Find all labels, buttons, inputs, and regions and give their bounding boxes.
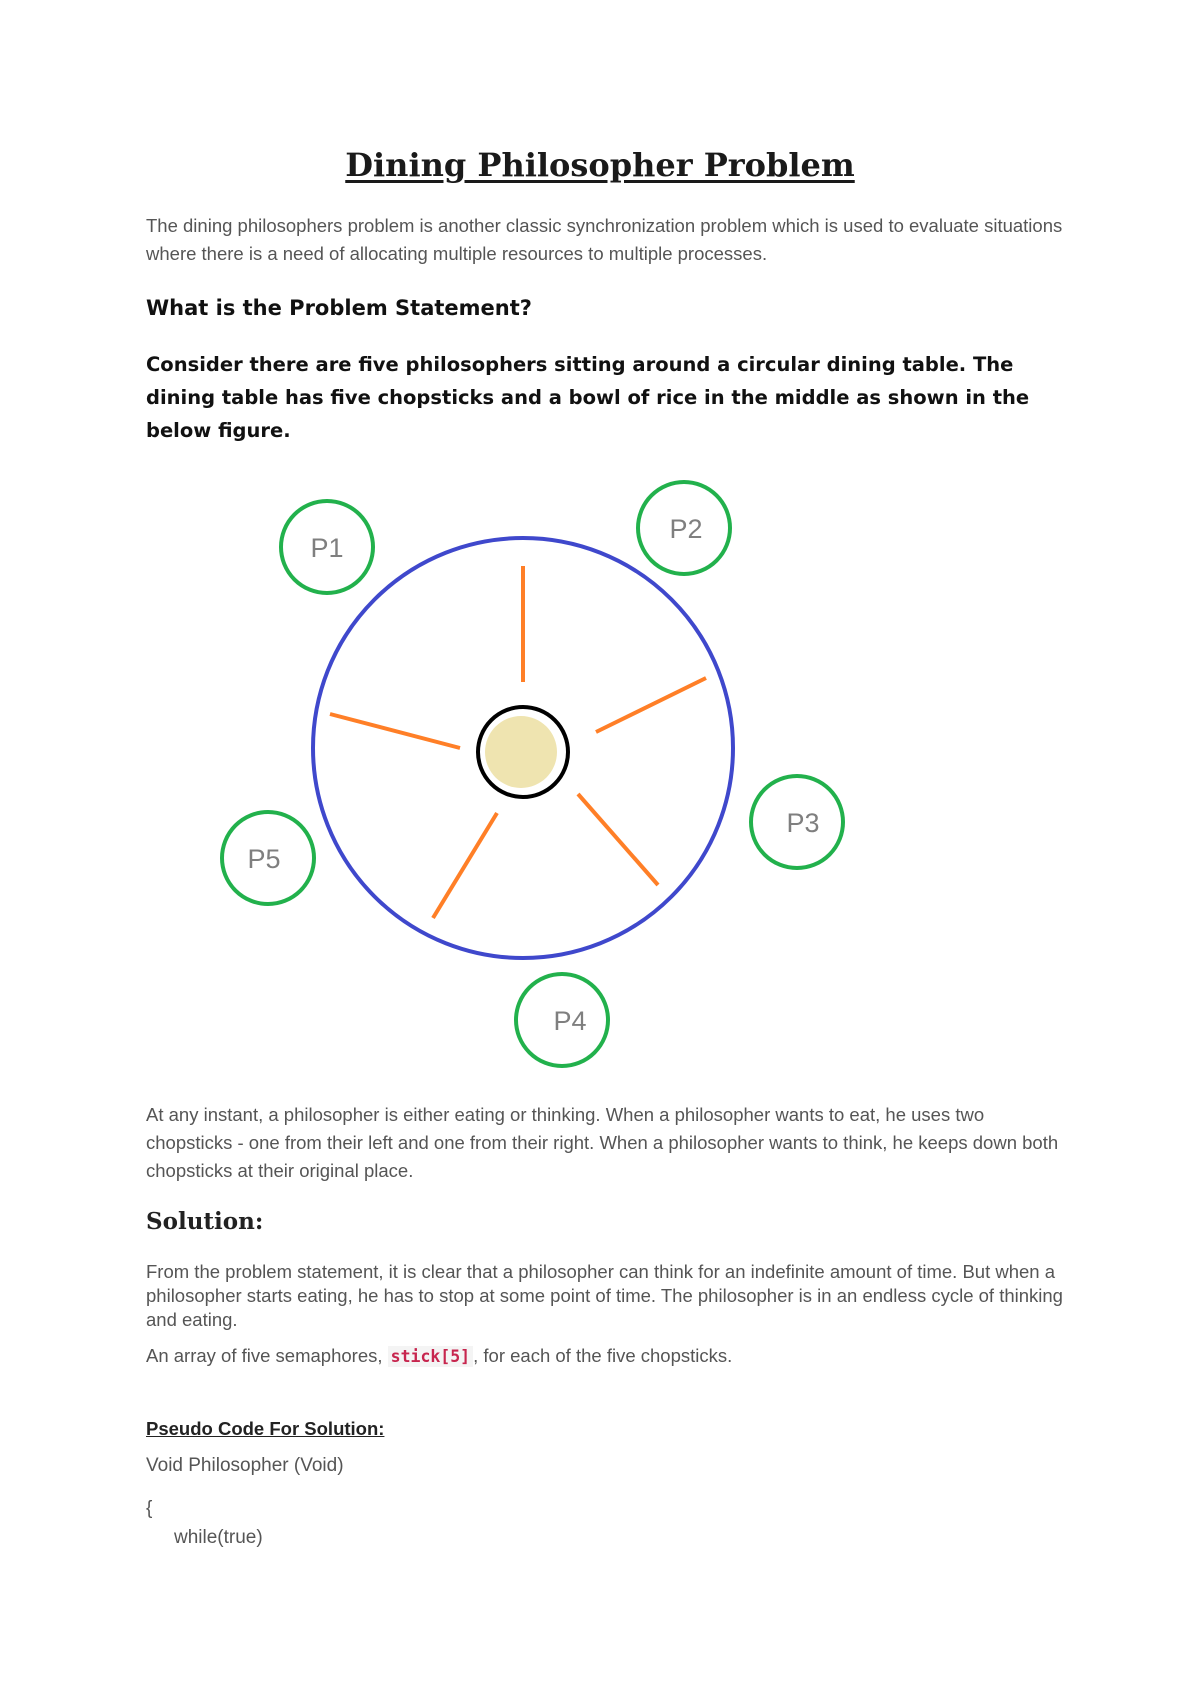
pseudo-code-heading: Pseudo Code For Solution: bbox=[146, 1418, 385, 1439]
problem-statement: Consider there are five philosophers sitting around a circular dining table. The dining table has five chopsticks and a bowl of rice in the middle as shown in the below figure. bbox=[146, 353, 1030, 442]
problem-heading: What is the Problem Statement? bbox=[146, 296, 532, 320]
chopstick-4 bbox=[433, 813, 497, 918]
chopstick-3 bbox=[578, 794, 658, 885]
semaphore-text-before: An array of five semaphores, bbox=[146, 1345, 388, 1366]
code-line-2: { bbox=[146, 1498, 153, 1519]
semaphore-code: stick[5] bbox=[388, 1346, 473, 1367]
philosopher-label: P1 bbox=[310, 533, 344, 563]
philosopher-p4 bbox=[516, 974, 608, 1066]
code-line-3: while(true) bbox=[174, 1527, 263, 1548]
philosopher-p1 bbox=[281, 501, 373, 593]
chopstick-5 bbox=[330, 714, 460, 748]
dining-table-diagram bbox=[0, 440, 1200, 1080]
philosopher-label: P4 bbox=[553, 1006, 587, 1036]
philosopher-p2 bbox=[638, 482, 730, 574]
semaphore-text-after: , for each of the five chopsticks. bbox=[473, 1345, 733, 1366]
philosopher-label: P5 bbox=[247, 844, 281, 874]
philosopher-p5 bbox=[222, 812, 314, 904]
page-title: Dining Philosopher Problem bbox=[345, 146, 855, 184]
semaphore-line bbox=[146, 1342, 1066, 1371]
intro-paragraph: The dining philosophers problem is another classic synchronization problem which is used to evaluate situations where there is a need of allocating multiple resources to multiple processes. bbox=[146, 215, 1063, 264]
chopstick-2 bbox=[596, 678, 706, 732]
eating-thinking-paragraph: At any instant, a philosopher is either eating or thinking. When a philosopher wants to eat, he uses two chopsticks - one from their left and one from their right. When a philosopher wants to think, he keeps down both chopsticks at their original place. bbox=[146, 1104, 1059, 1181]
solution-paragraph: From the problem statement, it is clear that a philosopher can think for an indefinite amount of time. But when a philosopher starts eating, he has to stop at some point of time. The philosopher is in an endless cycle of thinking and eating. bbox=[146, 1261, 1063, 1330]
solution-heading: Solution: bbox=[146, 1208, 264, 1235]
philosopher-label: P2 bbox=[669, 514, 703, 544]
philosopher-p3 bbox=[751, 776, 843, 868]
code-line-1: Void Philosopher (Void) bbox=[146, 1455, 344, 1476]
rice bbox=[485, 716, 557, 788]
philosopher-label: P3 bbox=[786, 808, 820, 838]
